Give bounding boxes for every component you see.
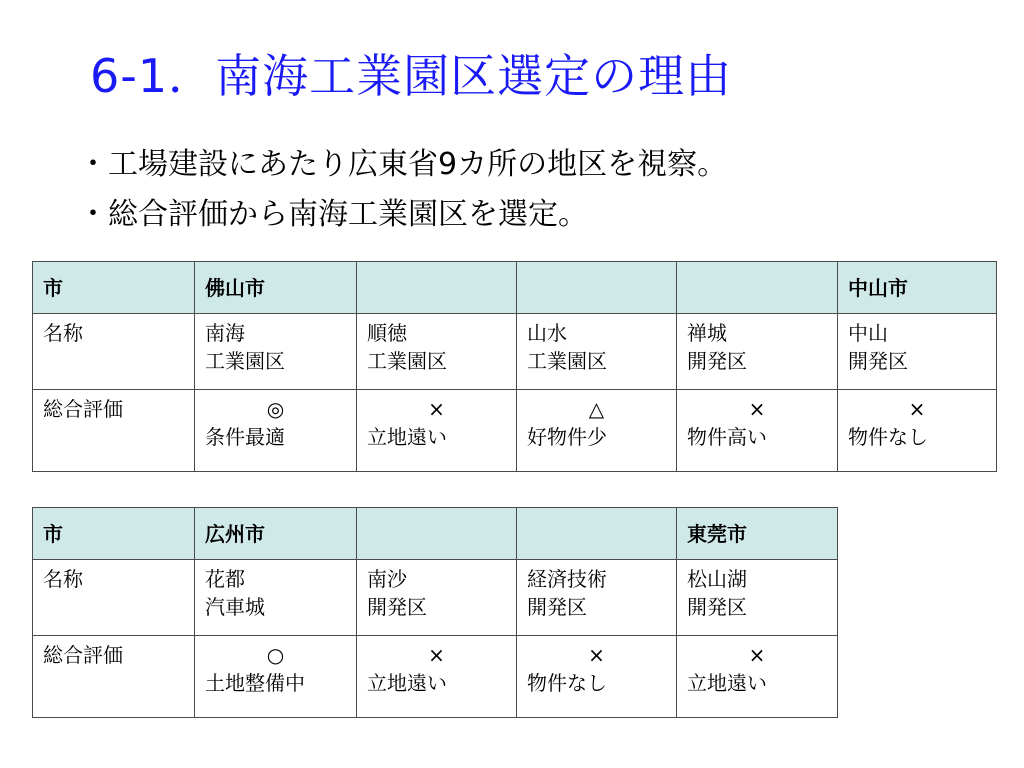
rating-symbol: × bbox=[428, 397, 445, 421]
slide-title: 6-1．南海工業園区選定の理由 bbox=[90, 49, 733, 103]
cell-line: 禅城 bbox=[687, 321, 727, 345]
cell-line: 順徳 bbox=[367, 321, 407, 345]
name-cell bbox=[838, 314, 997, 390]
eval-cell bbox=[838, 390, 997, 472]
cell-line: 南海 bbox=[205, 321, 245, 345]
name-cell bbox=[677, 560, 838, 636]
header-cell bbox=[517, 508, 677, 560]
rating-note: 物件高い bbox=[687, 425, 767, 449]
header-cell: 中山市 bbox=[838, 262, 997, 314]
header-cell: 市 bbox=[33, 508, 195, 560]
header-cell bbox=[357, 508, 517, 560]
header-cell: 広州市 bbox=[195, 508, 357, 560]
rating-symbol: △ bbox=[588, 397, 605, 421]
name-cell bbox=[357, 314, 517, 390]
eval-cell bbox=[517, 636, 677, 718]
row-label: 総合評価 bbox=[33, 636, 195, 718]
cell-line: 工業園区 bbox=[527, 349, 607, 373]
header-cell: 東莞市 bbox=[677, 508, 838, 560]
header-cell bbox=[517, 262, 677, 314]
cell-line: 松山湖 bbox=[687, 567, 747, 591]
name-cell bbox=[517, 314, 677, 390]
rating-symbol: × bbox=[748, 397, 766, 421]
cell-line: 工業園区 bbox=[367, 349, 447, 373]
eval-cell bbox=[677, 390, 838, 472]
cell-line: 花都 bbox=[205, 567, 245, 591]
bullet-item: ・工場建設にあたり広東省9カ所の地区を視察。 bbox=[78, 147, 728, 182]
table-header-row bbox=[33, 508, 838, 560]
cell-line: 中山 bbox=[848, 321, 888, 345]
eval-cell bbox=[195, 636, 357, 718]
name-cell bbox=[195, 560, 357, 636]
rating-note: 立地遠い bbox=[367, 671, 447, 695]
cell-line: 経済技術 bbox=[527, 567, 607, 591]
row-label: 総合評価 bbox=[33, 390, 195, 472]
rating-symbol: ○ bbox=[266, 643, 285, 667]
rating-symbol: ◎ bbox=[266, 397, 285, 421]
cell-line: 開発区 bbox=[527, 595, 587, 619]
cell-line: 工業園区 bbox=[205, 349, 285, 373]
cell-line: 開発区 bbox=[687, 349, 747, 373]
rating-note: 条件最適 bbox=[205, 425, 285, 449]
rating-note: 立地遠い bbox=[367, 425, 447, 449]
header-cell: 佛山市 bbox=[195, 262, 357, 314]
header-cell bbox=[357, 262, 517, 314]
name-cell bbox=[357, 560, 517, 636]
row-label: 名称 bbox=[33, 314, 195, 390]
header-cell: 市 bbox=[33, 262, 195, 314]
eval-cell bbox=[677, 636, 838, 718]
name-cell bbox=[195, 314, 357, 390]
rating-note: 好物件少 bbox=[527, 425, 607, 449]
bullet-list bbox=[78, 140, 727, 240]
table-row bbox=[33, 390, 997, 472]
cell-line: 南沙 bbox=[367, 567, 407, 591]
eval-cell bbox=[357, 390, 517, 472]
rating-note: 物件なし bbox=[527, 671, 607, 695]
name-cell bbox=[517, 560, 677, 636]
row-label: 名称 bbox=[33, 560, 195, 636]
rating-note: 立地遠い bbox=[687, 671, 767, 695]
cell-line: 汽車城 bbox=[205, 595, 265, 619]
rating-symbol: × bbox=[588, 643, 605, 667]
evaluation-table-1 bbox=[32, 261, 997, 472]
header-cell bbox=[677, 262, 838, 314]
rating-note: 土地整備中 bbox=[205, 671, 305, 695]
table-row bbox=[33, 560, 838, 636]
bullet-item: ・総合評価から南海工業園区を選定。 bbox=[78, 197, 588, 232]
cell-line: 開発区 bbox=[687, 595, 747, 619]
evaluation-table-2 bbox=[32, 507, 838, 718]
table-header-row bbox=[33, 262, 997, 314]
rating-note: 物件なし bbox=[848, 425, 928, 449]
eval-cell bbox=[195, 390, 357, 472]
rating-symbol: × bbox=[908, 397, 926, 421]
eval-cell bbox=[357, 636, 517, 718]
table-row bbox=[33, 314, 997, 390]
eval-cell bbox=[517, 390, 677, 472]
table-row bbox=[33, 636, 838, 718]
cell-line: 開発区 bbox=[367, 595, 427, 619]
cell-line: 開発区 bbox=[848, 349, 908, 373]
name-cell bbox=[677, 314, 838, 390]
rating-symbol: × bbox=[748, 643, 766, 667]
rating-symbol: × bbox=[428, 643, 445, 667]
cell-line: 山水 bbox=[527, 321, 567, 345]
